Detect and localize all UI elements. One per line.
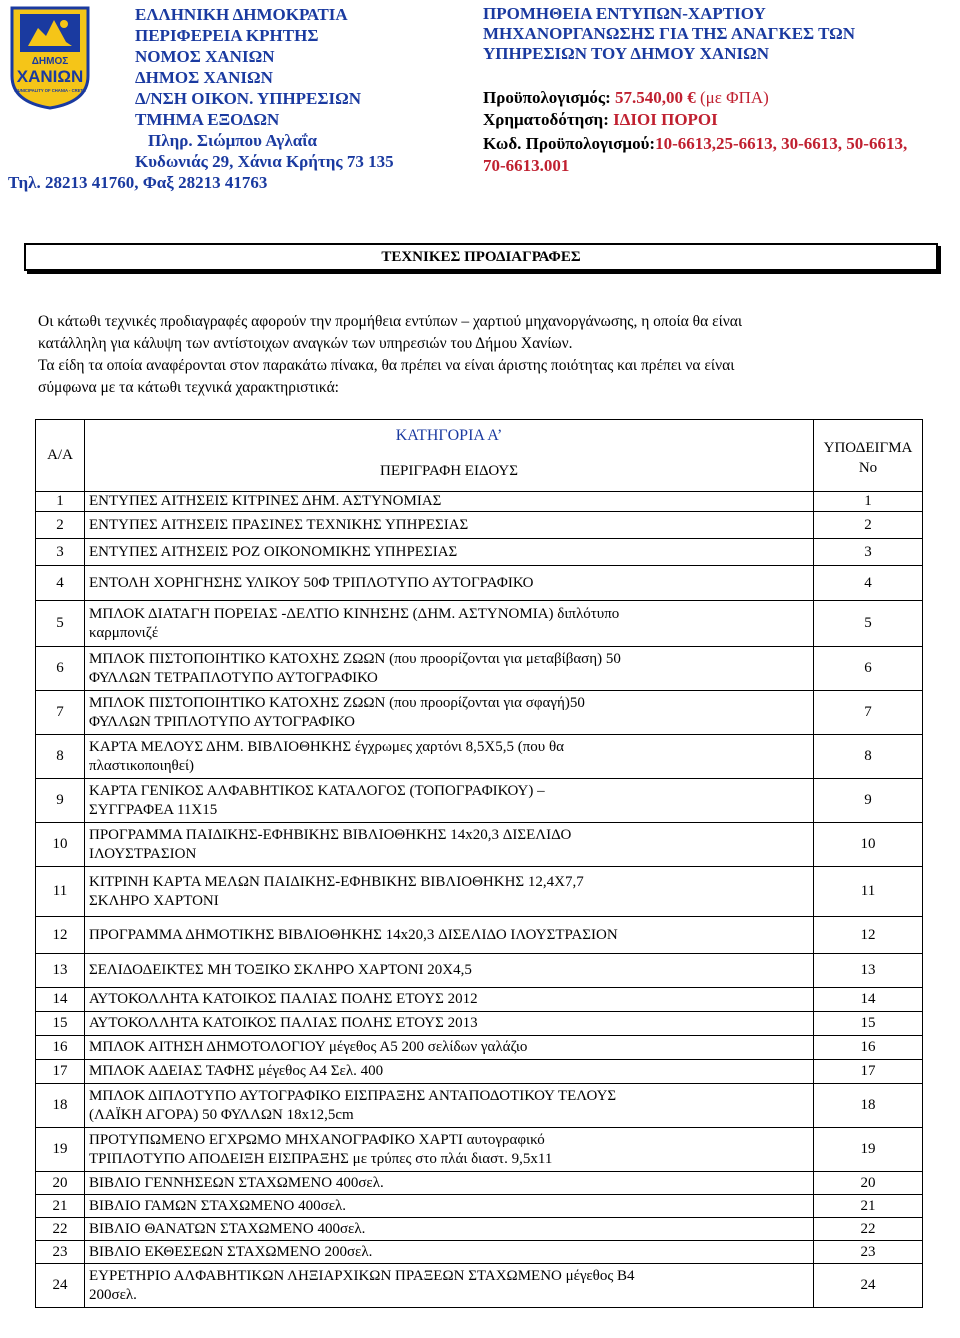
table-row bbox=[36, 1012, 923, 1036]
row-description bbox=[85, 779, 814, 823]
row-sample-number: 5 bbox=[814, 601, 923, 647]
row-sample-number: 3 bbox=[814, 539, 923, 566]
row-description bbox=[85, 1012, 814, 1036]
items-table bbox=[35, 419, 923, 1308]
budget-code-value-2: 70-6613.001 bbox=[483, 156, 570, 175]
row-sample-number: 14 bbox=[814, 988, 923, 1012]
table-row bbox=[36, 823, 923, 867]
budget-line bbox=[483, 88, 769, 108]
header-left-line-1: ΕΛΛΗΝΙΚΗ ΔΗΜΟΚΡΑΤΙΑ bbox=[135, 5, 348, 24]
logo-city-text: ΧΑΝΙΩΝ bbox=[16, 67, 84, 86]
budget-label: Προϋπολογισμός: bbox=[483, 88, 611, 107]
header-left-contact: Πληρ. Σιώμπου Αγλαΐα bbox=[148, 131, 317, 150]
row-description-line: ΕΥΡΕΤΗΡΙΟ ΑΛΦΑΒΗΤΙΚΩΝ ΛΗΞΙΑΡΧΙΚΩΝ ΠΡΑΞΕΩΝ ΣΤΑΧΩΜΕΝΟ μέγεθος Β4 bbox=[89, 1267, 635, 1284]
row-description-line: ΚΑΡΤΑ ΜΕΛΟΥΣ ΔΗΜ. ΒΙΒΛΙΟΘΗΚΗΣ έγχρωμες χαρτόνι 8,5Χ5,5 (που θα bbox=[89, 738, 565, 755]
row-number: 21 bbox=[36, 1195, 85, 1218]
row-description bbox=[85, 954, 814, 988]
row-description-line: ΣΚΛΗΡΟ ΧΑΡΤΟΝΙ bbox=[89, 892, 219, 909]
row-sample-number: 7 bbox=[814, 691, 923, 735]
table-row bbox=[36, 1218, 923, 1241]
table-row bbox=[36, 1241, 923, 1264]
row-description-line: ΜΠΛΟΚ ΑΔΕΙΑΣ ΤΑΦΗΣ μέγεθος Α4 Σελ. 400 bbox=[89, 1063, 384, 1079]
row-sample-number: 1 bbox=[814, 492, 923, 512]
table-header-category-row bbox=[36, 420, 923, 452]
table-row bbox=[36, 1060, 923, 1084]
row-description bbox=[85, 1195, 814, 1218]
row-sample-number: 4 bbox=[814, 566, 923, 601]
row-description bbox=[85, 823, 814, 867]
row-sample-number: 13 bbox=[814, 954, 923, 988]
row-sample-number: 16 bbox=[814, 1036, 923, 1060]
row-description-line: ΜΠΛΟΚ ΠΙΣΤΟΠΟΙΗΤΙΚΟ ΚΑΤΟΧΗΣ ΖΩΩΝ (που προορίζονται για μεταβίβαση) 50 bbox=[89, 650, 621, 667]
row-description bbox=[85, 867, 814, 917]
row-description bbox=[85, 492, 814, 512]
table-row bbox=[36, 566, 923, 601]
row-number: 22 bbox=[36, 1218, 85, 1241]
header-left-line-6: ΤΜΗΜΑ ΕΞΟΔΩΝ bbox=[135, 110, 280, 129]
row-number: 17 bbox=[36, 1060, 85, 1084]
row-number: 15 bbox=[36, 1012, 85, 1036]
row-description-line: ΕΝΤΟΛΗ ΧΟΡΗΓΗΣΗΣ ΥΛΙΚΟΥ 50Φ ΤΡΙΠΛΟΤΥΠΟ ΑΥΤΟΓΡΑΦΙΚΟ bbox=[89, 574, 534, 591]
row-description-line: ΒΙΒΛΙΟ ΓΕΝΝΗΣΕΩΝ ΣΤΑΧΩΜΕΝΟ 400σελ. bbox=[89, 1174, 384, 1191]
row-description-line: ΚΑΡΤΑ ΓΕΝΙΚΟΣ ΑΛΦΑΒΗΤΙΚΟΣ ΚΑΤΑΛΟΓΟΣ (ΤΟΠΟΓΡΑΦΙΚΟΥ) – bbox=[89, 782, 545, 799]
row-number: 14 bbox=[36, 988, 85, 1012]
intro-line-1: Οι κάτωθι τεχνικές προδιαγραφές αφορούν την προμήθεια εντύπων – χαρτιού μηχανοργάνωσης, η οποία θα είναι bbox=[38, 313, 743, 330]
table-row bbox=[36, 1264, 923, 1308]
row-description bbox=[85, 735, 814, 779]
row-sample-number: 11 bbox=[814, 867, 923, 917]
funding-line bbox=[483, 110, 718, 130]
header-left-line-5: Δ/ΝΣΗ ΟΙΚΟΝ. ΥΠΗΡΕΣΙΩΝ bbox=[135, 89, 362, 108]
header-left-line-2: ΠΕΡΙΦΕΡΕΙΑ ΚΡΗΤΗΣ bbox=[135, 26, 319, 45]
row-sample-number: 24 bbox=[814, 1264, 923, 1308]
table-row bbox=[36, 867, 923, 917]
row-number: 1 bbox=[36, 492, 85, 512]
header-left-line-4: ΔΗΜΟΣ ΧΑΝΙΩΝ bbox=[135, 68, 273, 87]
row-number: 20 bbox=[36, 1172, 85, 1195]
row-description bbox=[85, 1084, 814, 1128]
row-number: 6 bbox=[36, 647, 85, 691]
row-number: 10 bbox=[36, 823, 85, 867]
header-title-line-1: ΠΡΟΜΗΘΕΙΑ ΕΝΤΥΠΩΝ-ΧΑΡΤΙΟΥ bbox=[483, 4, 766, 23]
row-description bbox=[85, 1264, 814, 1308]
table-row bbox=[36, 691, 923, 735]
row-description bbox=[85, 917, 814, 954]
row-description-line: ΠΡΟΓΡΑΜΜΑ ΔΗΜΟΤΙΚΗΣ ΒΙΒΛΙΟΘΗΚΗΣ 14x20,3 ΔΙΣΕΛΙΔΟ ΙΛΟΥΣΤΡΑΣΙΟΝ bbox=[89, 926, 618, 943]
row-description bbox=[85, 1128, 814, 1172]
table-row bbox=[36, 735, 923, 779]
row-description-line: ΜΠΛΟΚ ΔΙΑΤΑΓΗ ΠΟΡΕΙΑΣ -ΔΕΛΤΙΟ ΚΙΝΗΣΗΣ (ΔΗΜ. ΑΣΤΥΝΟΜΙΑ) διπλότυπο bbox=[89, 605, 620, 622]
row-description-line: καρμπονιζέ bbox=[89, 624, 159, 641]
row-description-line: (ΛΑΪΚΗ ΑΓΟΡΑ) 50 ΦΥΛΛΩΝ 18x12,5cm bbox=[89, 1106, 354, 1123]
row-description-line: ΒΙΒΛΙΟ ΓΑΜΩΝ ΣΤΑΧΩΜΕΝΟ 400σελ. bbox=[89, 1197, 347, 1214]
row-number: 23 bbox=[36, 1241, 85, 1264]
row-description bbox=[85, 1172, 814, 1195]
table-row bbox=[36, 492, 923, 512]
header-title-line-2: ΜΗΧΑΝΟΡΓΑΝΩΣΗΣ ΓΙΑ ΤΗΣ ΑΝΑΓΚΕΣ ΤΩΝ bbox=[483, 24, 856, 43]
row-sample-number: 18 bbox=[814, 1084, 923, 1128]
table-row bbox=[36, 512, 923, 539]
row-number: 16 bbox=[36, 1036, 85, 1060]
row-description-line: ΚΙΤΡΙΝΗ ΚΑΡΤΑ ΜΕΛΩΝ ΠΑΙΔΙΚΗΣ-ΕΦΗΒΙΚΗΣ ΒΙΒΛΙΟΘΗΚΗΣ 12,4Χ7,7 bbox=[89, 873, 584, 890]
row-description-line: ΒΙΒΛΙΟ ΘΑΝΑΤΩΝ ΣΤΑΧΩΜΕΝΟ 400σελ. bbox=[89, 1220, 366, 1237]
row-sample-number: 22 bbox=[814, 1218, 923, 1241]
row-number: 2 bbox=[36, 512, 85, 539]
row-description-line: ΜΠΛΟΚ ΑΙΤΗΣΗ ΔΗΜΟΤΟΛΟΓΙΟΥ μέγεθος Α5 200 σελίδων γαλάζιο bbox=[89, 1039, 528, 1055]
table-row bbox=[36, 1036, 923, 1060]
col-desc-header: ΠΕΡΙΓΡΑΦΗ ΕΙΔΟΥΣ bbox=[85, 452, 814, 492]
row-description-line: ΜΠΛΟΚ ΠΙΣΤΟΠΟΙΗΤΙΚΟ ΚΑΤΟΧΗΣ ΖΩΩΝ (που προορίζονται για σφαγή)50 bbox=[89, 694, 585, 711]
row-description-line: ΜΠΛΟΚ ΔΙΠΛΟΤΥΠΟ ΑΥΤΟΓΡΑΦΙΚΟ ΕΙΣΠΡΑΞΗΣ ΑΝΤΑΠΟΔΟΤΙΚΟΥ ΤΕΛΟΥΣ bbox=[89, 1087, 617, 1104]
row-sample-number: 10 bbox=[814, 823, 923, 867]
row-description bbox=[85, 691, 814, 735]
row-description bbox=[85, 647, 814, 691]
row-description-line: 200σελ. bbox=[89, 1286, 137, 1303]
logo-sub-text: MUNICIPALITY OF CHANIA - CRETE bbox=[14, 88, 86, 93]
header-left-address: Κυδωνιάς 29, Χάνια Κρήτης 73 135 bbox=[135, 152, 394, 171]
row-description-line: ΣΕΛΙΔΟΔΕΙΚΤΕΣ ΜΗ ΤΟΞΙΚΟ ΣΚΛΗΡΟ ΧΑΡΤΟΝΙ 20Χ4,5 bbox=[89, 962, 472, 978]
row-description-line: ΕΝΤΥΠΕΣ ΑΙΤΗΣΕΙΣ ΠΡΑΣΙΝΕΣ ΤΕΧΝΙΚΗΣ ΥΠΗΡΕΣΙΑΣ bbox=[89, 516, 469, 533]
table-row bbox=[36, 1172, 923, 1195]
header-left-line-3: ΝΟΜΟΣ ΧΑΝΙΩΝ bbox=[135, 47, 275, 66]
row-description bbox=[85, 512, 814, 539]
row-description-line: ΕΝΤΥΠΕΣ ΑΙΤΗΣΕΙΣ ΚΙΤΡΙΝΕΣ ΔΗΜ. ΑΣΤΥΝΟΜΙΑΣ bbox=[89, 493, 442, 509]
row-description-line: ΣΥΓΓΡΑΦΕΑ 11Χ15 bbox=[89, 801, 218, 818]
row-description-line: ΦΥΛΛΩΝ ΤΡΙΠΛΟΤΥΠΟ ΑΥΤΟΓΡΑΦΙΚΟ bbox=[89, 713, 356, 730]
table-row bbox=[36, 539, 923, 566]
table-row bbox=[36, 1128, 923, 1172]
budget-code-value-1: 10-6613,25-6613, 30-6613, 50-6613, bbox=[655, 134, 908, 153]
logo-demos-text: ΔΗΜΟΣ bbox=[31, 56, 69, 67]
funding-label: Χρηματοδότηση: bbox=[483, 110, 609, 129]
table-row bbox=[36, 1084, 923, 1128]
row-sample-number: 17 bbox=[814, 1060, 923, 1084]
table-row bbox=[36, 779, 923, 823]
row-sample-number: 19 bbox=[814, 1128, 923, 1172]
header-left-phone: Τηλ. 28213 41760, Φαξ 28213 41763 bbox=[8, 173, 268, 192]
row-sample-number: 21 bbox=[814, 1195, 923, 1218]
intro-line-3: Τα είδη τα οποία αναφέρονται στον παρακάτω πίνακα, θα πρέπει να είναι άριστης ποιότητας και πρέπει να είναι bbox=[38, 357, 735, 374]
intro-line-4: σύμφωνα με τα κάτωθι τεχνικά χαρακτηριστικά: bbox=[38, 379, 339, 396]
col-aa-header: Α/Α bbox=[36, 420, 85, 492]
row-description bbox=[85, 566, 814, 601]
budget-code-line bbox=[483, 134, 907, 154]
row-description bbox=[85, 988, 814, 1012]
row-description-line: ΠΡΟΓΡΑΜΜΑ ΠΑΙΔΙΚΗΣ-ΕΦΗΒΙΚΗΣ ΒΙΒΛΙΟΘΗΚΗΣ 14x20,3 ΔΙΣΕΛΙΔΟ bbox=[89, 826, 572, 843]
row-description bbox=[85, 1060, 814, 1084]
row-sample-number: 12 bbox=[814, 917, 923, 954]
col-sample-label: ΥΠΟΔΕΙΓΜΑ bbox=[823, 439, 913, 456]
row-description-line: ΤΡΙΠΛΟΤΥΠΟ ΑΠΟΔΕΙΞΗ ΕΙΣΠΡΑΞΗΣ με τρύπες στο πλάι διαστ. 9,5x11 bbox=[89, 1150, 553, 1167]
row-description-line: πλαστικοποιηθεί) bbox=[89, 757, 195, 774]
row-description bbox=[85, 1218, 814, 1241]
table-row bbox=[36, 647, 923, 691]
table-row bbox=[36, 1195, 923, 1218]
row-sample-number: 15 bbox=[814, 1012, 923, 1036]
table-row bbox=[36, 988, 923, 1012]
table-row bbox=[36, 917, 923, 954]
row-description-line: ΠΡΟΤΥΠΩΜΕΝΟ ΕΓΧΡΩΜΟ ΜΗΧΑΝΟΓΡΑΦΙΚΟ ΧΑΡΤΙ αυτογραφικό bbox=[89, 1131, 545, 1148]
row-number: 5 bbox=[36, 601, 85, 647]
row-sample-number: 2 bbox=[814, 512, 923, 539]
chania-municipality-logo bbox=[8, 6, 92, 110]
row-number: 9 bbox=[36, 779, 85, 823]
header-title-line-3: ΥΠΗΡΕΣΙΩΝ ΤΟΥ ΔΗΜΟΥ ΧΑΝΙΩΝ bbox=[483, 44, 769, 63]
row-number: 12 bbox=[36, 917, 85, 954]
table-row bbox=[36, 954, 923, 988]
row-number: 13 bbox=[36, 954, 85, 988]
row-description-line: ΙΛΟΥΣΤΡΑΣΙΟΝ bbox=[89, 845, 197, 862]
budget-note: (με ΦΠΑ) bbox=[700, 88, 769, 107]
budget-value: 57.540,00 € bbox=[615, 88, 696, 107]
row-sample-number: 9 bbox=[814, 779, 923, 823]
row-description bbox=[85, 1241, 814, 1264]
row-sample-number: 6 bbox=[814, 647, 923, 691]
row-description bbox=[85, 1036, 814, 1060]
col-sample-no: Νο bbox=[858, 459, 878, 476]
row-number: 3 bbox=[36, 539, 85, 566]
row-number: 7 bbox=[36, 691, 85, 735]
budget-code-label: Κωδ. Προϋπολογισμού: bbox=[483, 134, 656, 153]
row-number: 11 bbox=[36, 867, 85, 917]
row-number: 19 bbox=[36, 1128, 85, 1172]
category-header: ΚΑΤΗΓΟΡΙΑ Α’ bbox=[85, 420, 814, 452]
section-title: ΤΕΧΝΙΚΕΣ ΠΡΟΔΙΑΓΡΑΦΕΣ bbox=[24, 243, 938, 271]
row-number: 18 bbox=[36, 1084, 85, 1128]
row-description-line: ΦΥΛΛΩΝ ΤΕΤΡΑΠΛΟΤΥΠΟ ΑΥΤΟΓΡΑΦΙΚΟ bbox=[89, 669, 378, 686]
row-sample-number: 8 bbox=[814, 735, 923, 779]
table-body bbox=[36, 492, 923, 1308]
table-header-desc-row bbox=[36, 452, 923, 492]
row-description-line: ΕΝΤΥΠΕΣ ΑΙΤΗΣΕΙΣ ΡΟΖ ΟΙΚΟΝΟΜΙΚΗΣ ΥΠΗΡΕΣΙΑΣ bbox=[89, 543, 458, 560]
row-description-line: ΑΥΤΟΚΟΛΛΗΤΑ ΚΑΤΟΙΚΟΣ ΠΑΛΙΑΣ ΠΟΛΗΣ ΕΤΟΥΣ 2013 bbox=[89, 1015, 478, 1031]
col-sample-header bbox=[814, 420, 923, 492]
row-number: 4 bbox=[36, 566, 85, 601]
row-description bbox=[85, 539, 814, 566]
row-description-line: ΒΙΒΛΙΟ ΕΚΘΕΣΕΩΝ ΣΤΑΧΩΜΕΝΟ 200σελ. bbox=[89, 1243, 373, 1260]
row-sample-number: 20 bbox=[814, 1172, 923, 1195]
row-number: 8 bbox=[36, 735, 85, 779]
row-sample-number: 23 bbox=[814, 1241, 923, 1264]
row-description bbox=[85, 601, 814, 647]
row-description-line: ΑΥΤΟΚΟΛΛΗΤΑ ΚΑΤΟΙΚΟΣ ΠΑΛΙΑΣ ΠΟΛΗΣ ΕΤΟΥΣ 2012 bbox=[89, 991, 478, 1007]
intro-line-2: κατάλληλη για κάλυψη των αντίστοιχων αναγκών των υπηρεσιών του Δήμου Χανίων. bbox=[38, 335, 573, 352]
row-number: 24 bbox=[36, 1264, 85, 1308]
table-row bbox=[36, 601, 923, 647]
funding-value: ΙΔΙΟΙ ΠΟΡΟΙ bbox=[613, 110, 718, 129]
